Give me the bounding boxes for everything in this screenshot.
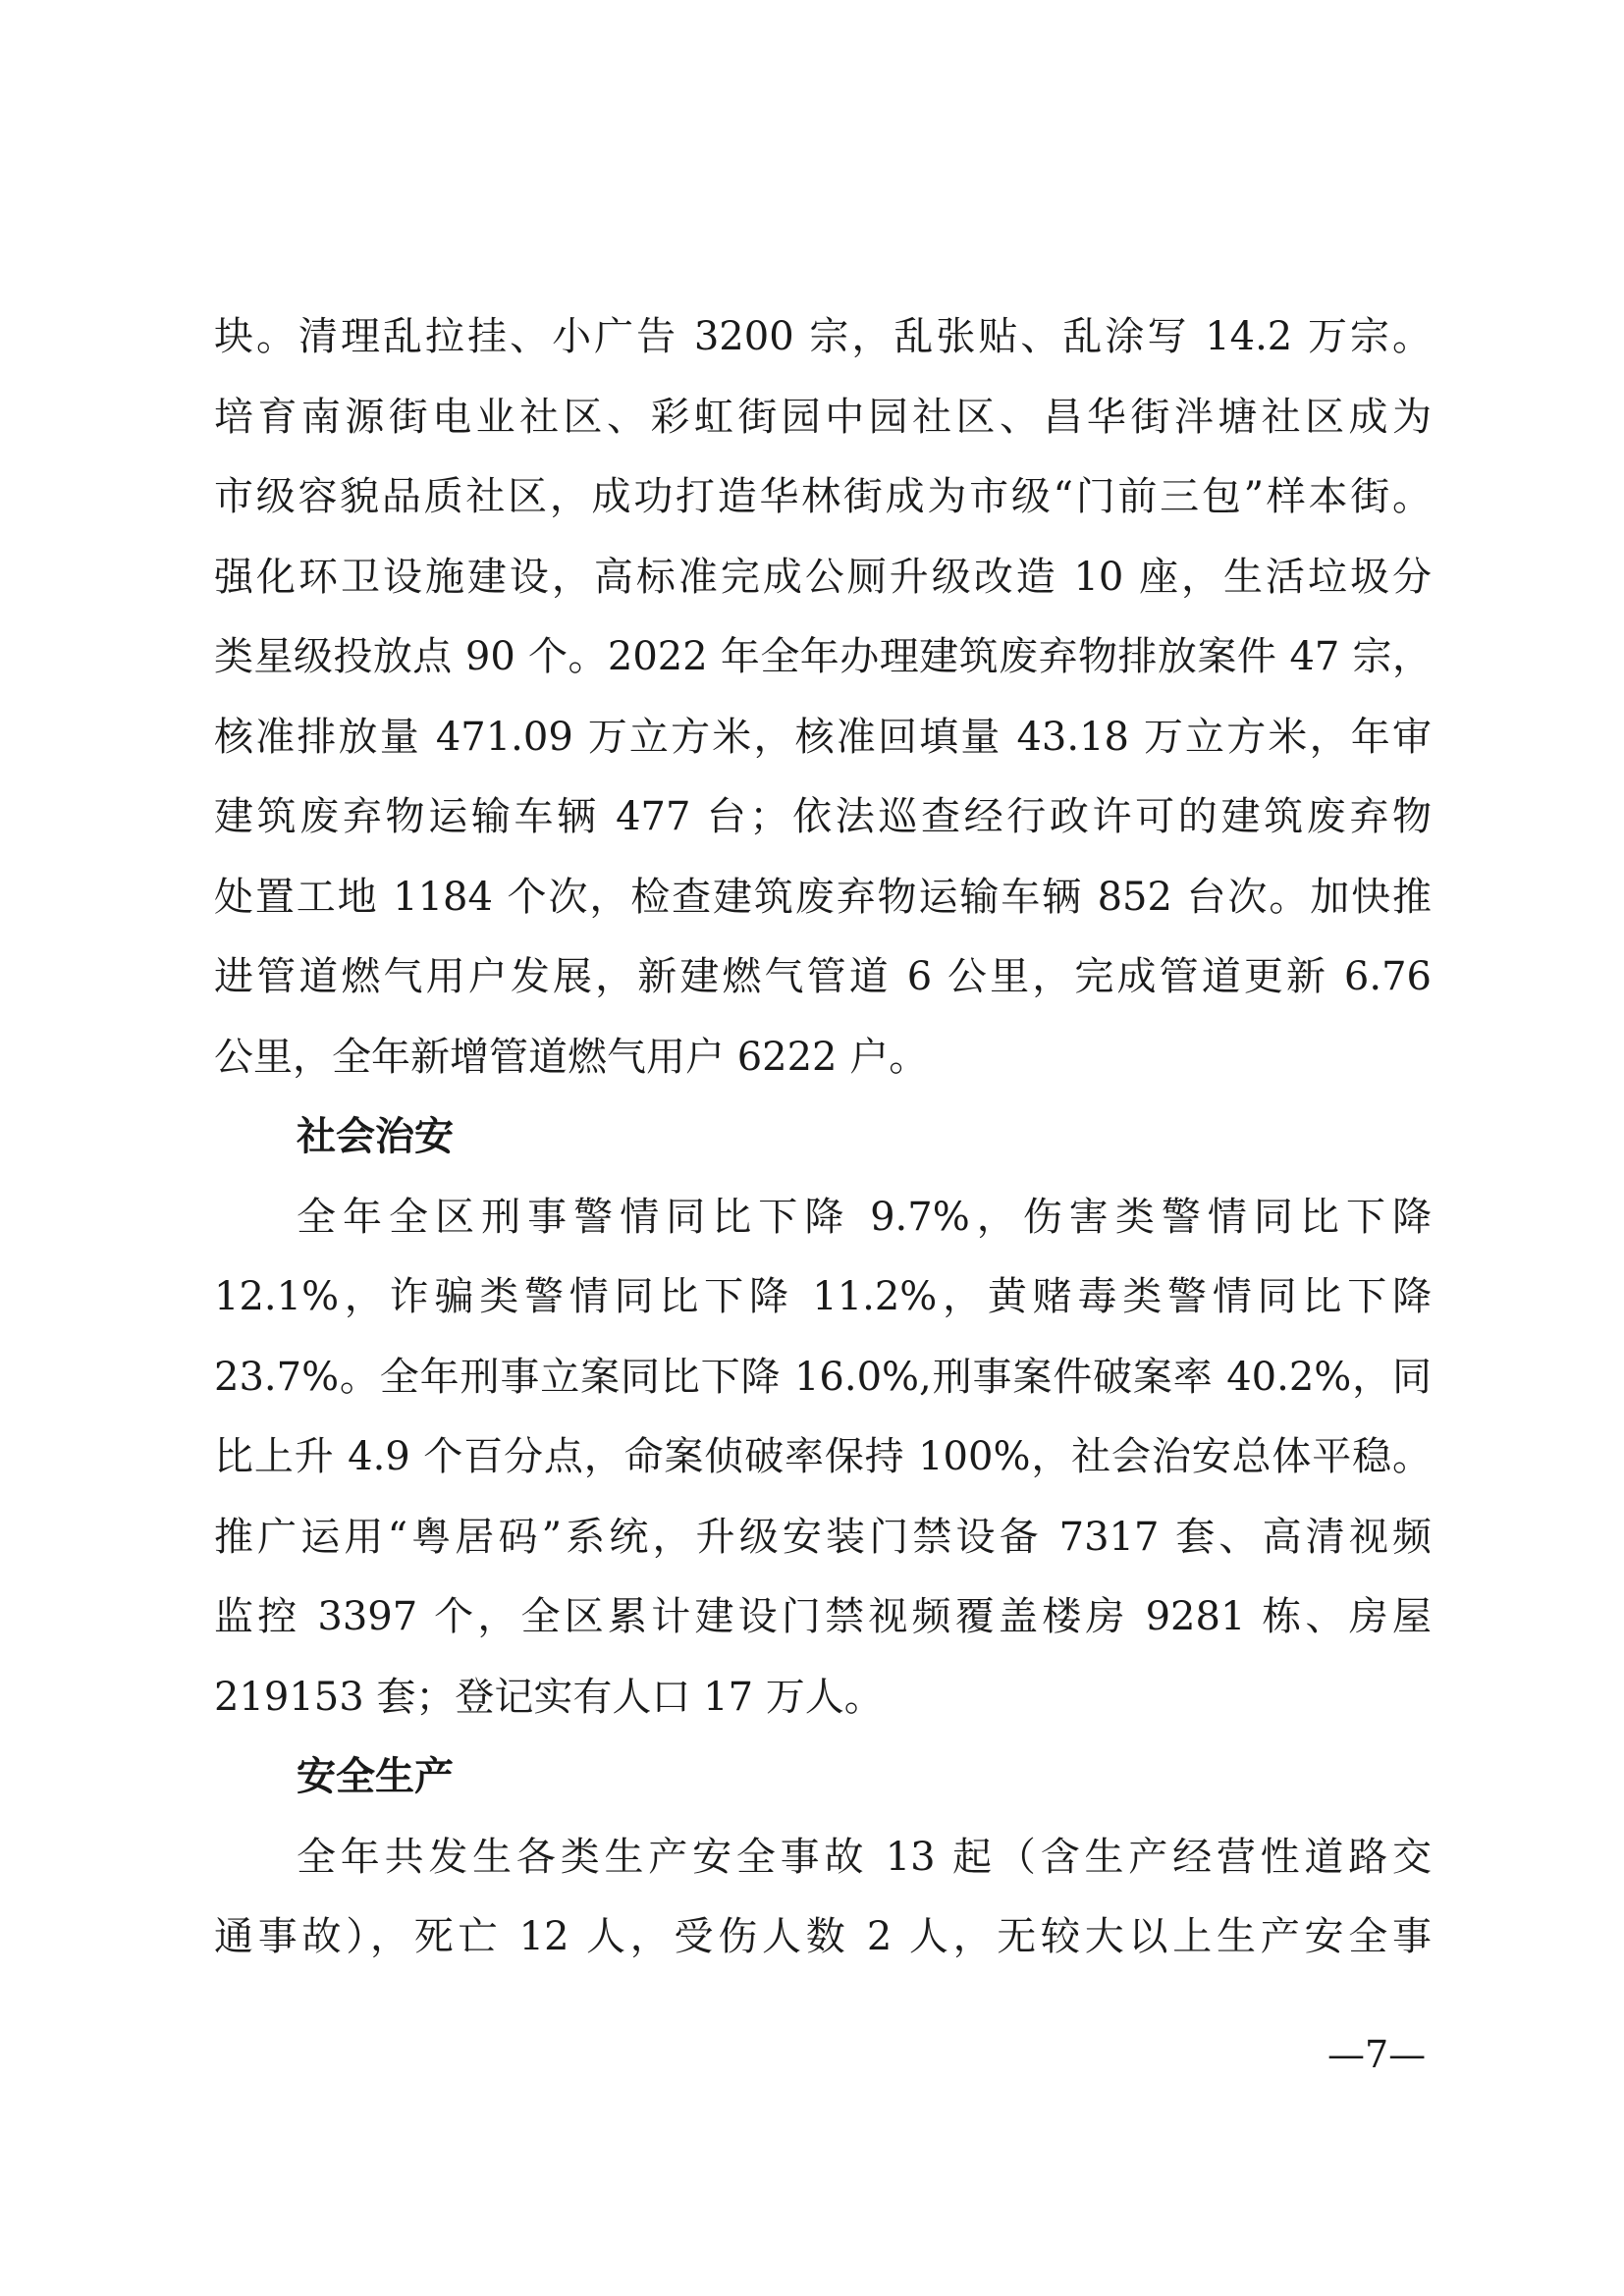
paragraph-line: 全年全区刑事警情同比下降 9.7%，伤害类警情同比下降: [297, 1195, 1432, 1240]
paragraph-line: 进管道燃气用户发展，新建燃气管道 6 公里，完成管道更新 6.76: [214, 954, 1432, 999]
paragraph-line: 块。清理乱拉挂、小广告 3200 宗，乱张贴、乱涂写 14.2 万宗。: [214, 314, 1432, 359]
paragraph-line: 强化环卫设施建设，高标准完成公厕升级改造 10 座，生活垃圾分: [214, 555, 1432, 600]
paragraph-line: 核准排放量 471.09 万立方米，核准回填量 43.18 万立方米，年审: [214, 715, 1432, 760]
paragraph-line: 全年共发生各类生产安全事故 13 起（含生产经营性道路交: [297, 1835, 1432, 1880]
paragraph-line: 219153 套；登记实有人口 17 万人。: [214, 1675, 884, 1720]
paragraph-line: 市级容貌品质社区，成功打造华林街成为市级“门前三包”样本街。: [214, 474, 1432, 519]
paragraph-line: 类星级投放点 90 个。2022 年全年办理建筑废弃物排放案件 47 宗，: [214, 634, 1432, 679]
page-number: —7—: [1327, 2033, 1427, 2076]
paragraph-line: 通事故），死亡 12 人，受伤人数 2 人，无较大以上生产安全事: [214, 1914, 1432, 1959]
paragraph-line: 处置工地 1184 个次，检查建筑废弃物运输车辆 852 台次。加快推: [214, 875, 1432, 920]
paragraph-line: 建筑废弃物运输车辆 477 台；依法巡查经行政许可的建筑废弃物: [214, 794, 1432, 839]
paragraph-line: 23.7%。全年刑事立案同比下降 16.0%,刑事案件破案率 40.2%，同: [214, 1355, 1432, 1400]
paragraph-line: 推广运用“粤居码”系统，升级安装门禁设备 7317 套、高清视频: [214, 1515, 1432, 1560]
paragraph-line: 12.1%，诈骗类警情同比下降 11.2%，黄赌毒类警情同比下降: [214, 1274, 1432, 1319]
paragraph-line: 监控 3397 个，全区累计建设门禁视频覆盖楼房 9281 栋、房屋: [214, 1594, 1432, 1639]
paragraph-line: 公里，全年新增管道燃气用户 6222 户。: [214, 1035, 929, 1080]
section-heading-security: 社会治安: [297, 1114, 454, 1159]
section-heading-safety: 安全生产: [297, 1754, 454, 1799]
paragraph-line: 培育南源街电业社区、彩虹街园中园社区、昌华街泮塘社区成为: [214, 395, 1432, 440]
paragraph-line: 比上升 4.9 个百分点，命案侦破率保持 100%，社会治安总体平稳。: [214, 1434, 1432, 1479]
